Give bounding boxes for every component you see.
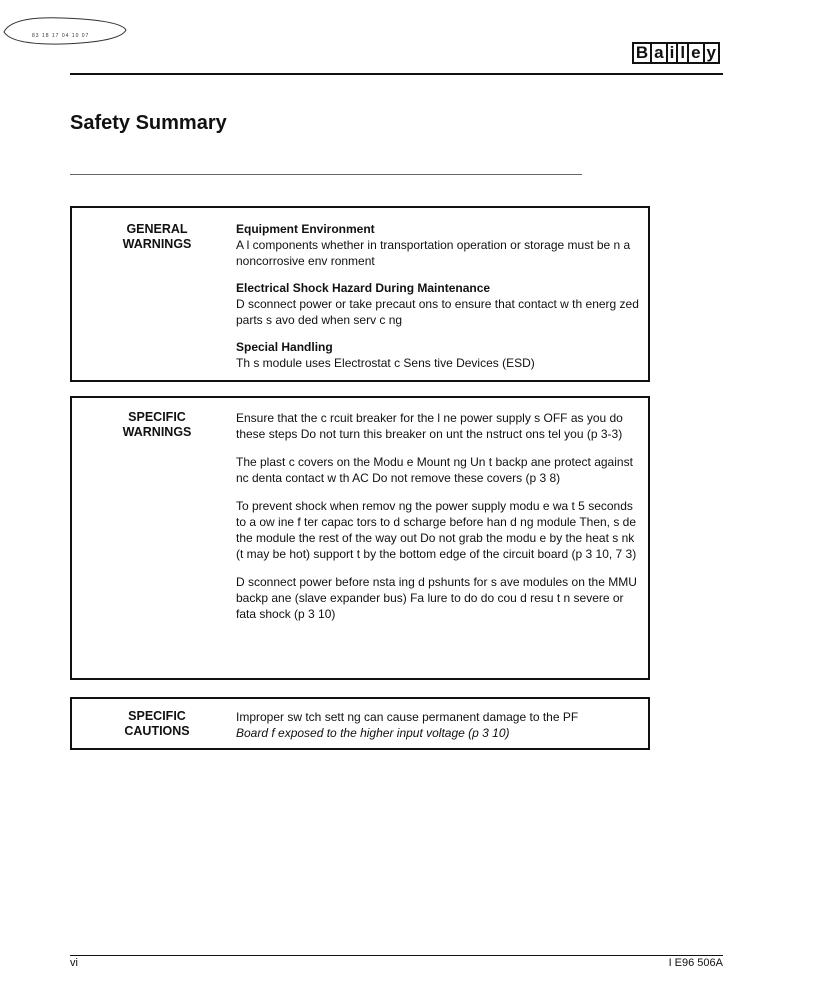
document-stamp xyxy=(2,12,130,46)
warning-paragraph: D sconnect power before nsta ing d pshunts for s ave modules on the MMU backp ane (slave expander bus) Fa lure to do do cou d resu t n severe or fata shock (p 3 10) xyxy=(236,575,637,621)
label-line: GENERAL xyxy=(126,222,188,236)
specific-warnings-content xyxy=(236,410,642,634)
document-number: I E96 506A xyxy=(668,957,723,969)
logo-letter: i xyxy=(668,44,679,62)
caution-line: Improper sw tch sett ng can cause permanent damage to the PF xyxy=(236,710,579,724)
section-text: Th s module uses Electrostat c Sens tive Devices (ESD) xyxy=(236,356,535,370)
label-line: SPECIFIC xyxy=(128,709,186,723)
specific-cautions-content xyxy=(236,709,642,741)
caution-line: Board f exposed to the higher input voltage (p 3 10) xyxy=(236,726,510,740)
specific-cautions-box xyxy=(70,697,650,750)
specific-cautions-label xyxy=(102,709,212,739)
specific-warnings-box xyxy=(70,396,650,680)
label-line: WARNINGS xyxy=(122,425,192,439)
general-warnings-box xyxy=(70,206,650,382)
header-rule xyxy=(70,73,723,75)
section-text: A l components whether in transportation operation or storage must be n a noncorrosive env ronment xyxy=(236,238,631,268)
footer-rule xyxy=(70,955,723,956)
bailey-logo xyxy=(632,42,720,64)
warning-section xyxy=(236,281,642,328)
section-heading: Special Handling xyxy=(236,340,333,354)
section-text: D sconnect power or take precaut ons to ensure that contact w th energ zed parts s avo ded when serv c ng xyxy=(236,297,639,327)
title-rule xyxy=(70,174,582,175)
logo-letter: a xyxy=(652,44,667,62)
page-title: Safety Summary xyxy=(70,112,227,134)
logo-letter: y xyxy=(706,43,716,62)
section-heading: Equipment Environment xyxy=(236,222,375,236)
stamp-outline xyxy=(2,12,130,46)
warning-section xyxy=(236,222,642,269)
warning-paragraph: The plast c covers on the Modu e Mount ng Un t backp ane protect against nc denta contact w th AC Do not remove these covers (p 3 8) xyxy=(236,455,633,485)
warning-section xyxy=(236,340,642,371)
page-number: vi xyxy=(70,957,78,969)
label-line: WARNINGS xyxy=(122,237,192,251)
logo-letter: l xyxy=(678,44,689,62)
section-heading: Electrical Shock Hazard During Maintenance xyxy=(236,281,491,295)
warning-paragraph: To prevent shock when remov ng the power supply modu e wa t 5 seconds to a ow ine f ter capac tors to d scharge before han d ng module Then, s de the module the rest of the way out Do not grab the modu e by the heat s nk (t may be hot) support t by the bottom edge of the circuit board (p 3 10, 7 3) xyxy=(236,499,637,561)
warning-paragraph: Ensure that the c rcuit breaker for the l ne power supply s OFF as you do these steps Do not turn this breaker on unt the nstruct ons tel you (p 3-3) xyxy=(236,411,623,441)
general-warnings-label xyxy=(102,222,212,252)
stamp-text: 83 18 17 04 10 07 xyxy=(32,33,90,39)
label-line: SPECIFIC xyxy=(128,410,186,424)
general-warnings-content xyxy=(236,222,642,383)
specific-warnings-label xyxy=(102,410,212,440)
logo-letter: e xyxy=(689,44,704,62)
label-line: CAUTIONS xyxy=(124,724,190,738)
logo-letter: B xyxy=(634,44,652,62)
